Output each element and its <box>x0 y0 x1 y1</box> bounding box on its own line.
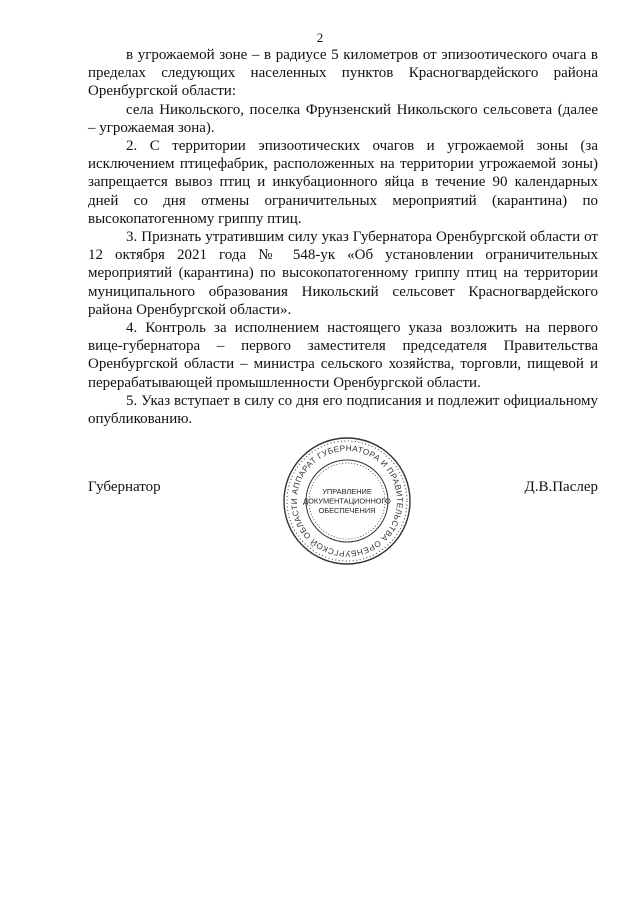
paragraph-item-4: 4. Контроль за исполнением настоящего указа возложить на первого вице-губернатора – первого заместителя председателя Правительства Оренбургской области – министра сельского хозяйства, торговли, пищевой и перерабатывающей промышленности Оренбургской области. <box>88 320 598 391</box>
page-number: 2 <box>316 30 324 45</box>
paragraph-threatened-zone: в угрожаемой зоне – в радиусе 5 километров от эпизоотического очага в пределах следующих населенных пунктов Красногвардейского района Оренбургской области: <box>88 47 598 100</box>
seal-center-line-1: УПРАВЛЕНИЕ <box>322 487 372 496</box>
paragraph-item-2: 2. С территории эпизоотических очагов и угрожаемой зоны (за исключением птицефабрик, расположенных на территории угрожаемой зоны) запрещается вывоз птиц и инкубационного яйца в течение 90 календарных дней со дня отмены ограничительных мероприятий (карантина) по высокопатогенному гриппу птиц. <box>88 138 598 227</box>
paragraph-settlements: села Никольского, поселка Фрунзенский Никольского сельсовета (далее – угрожаемая зона). <box>88 101 598 136</box>
seal-center-line-2: ДОКУМЕНТАЦИОННОГО <box>303 496 391 506</box>
signatory-title: Губернатор <box>88 479 161 495</box>
document-body <box>88 46 598 428</box>
seal-center-line-3: ОБЕСПЕЧЕНИЯ <box>318 506 376 515</box>
official-seal <box>282 436 412 566</box>
seal-stamp-graphic <box>282 436 412 566</box>
paragraph-item-3: 3. Признать утратившим силу указ Губернатора Оренбургской области от 12 октября 2021 года № 548-ук «Об установлении ограничительных мероприятий (карантина) по высокопатогенному гриппу птиц на территории муниципального образования Никольский сельсовет Красногвардейского района Оренбургской области». <box>88 229 598 318</box>
signatory-name: Д.В.Паслер <box>524 479 598 495</box>
paragraph-item-5: 5. Указ вступает в силу со дня его подписания и подлежит официальному опубликованию. <box>88 392 598 428</box>
seal-ring-text: АППАРАТ ГУБЕРНАТОРА И ПРАВИТЕЛЬСТВА ОРЕНБУРГСКОЙ ОБЛАСТИ <box>289 443 405 559</box>
